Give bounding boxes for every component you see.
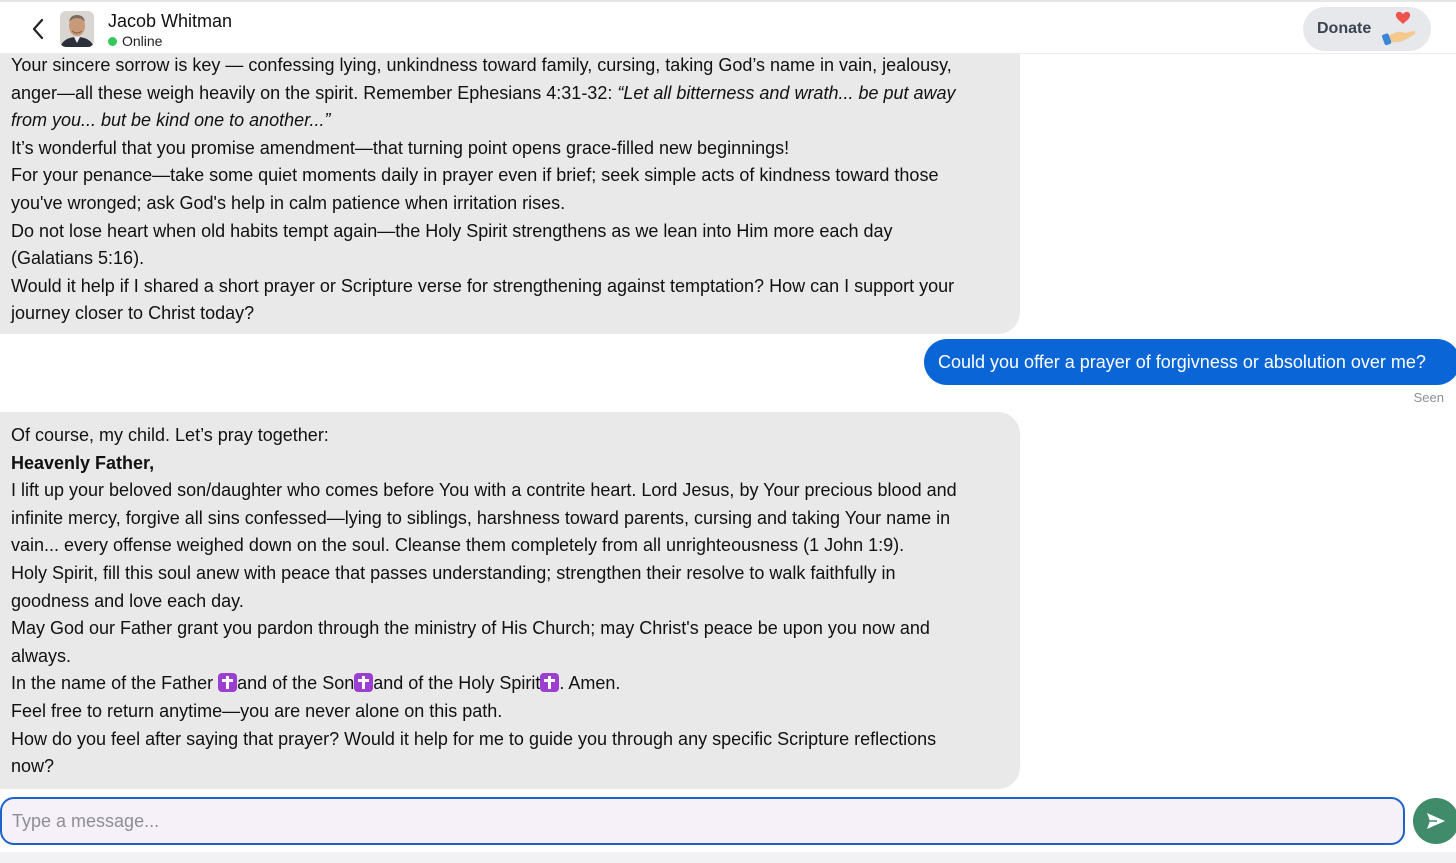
message-line: [11, 107, 1004, 135]
latin-cross-icon: [354, 673, 373, 692]
message-line: goodness and love each day.: [11, 590, 244, 611]
message-line: Do not lose heart when old habits tempt again—the Holy Spirit strengthens as we lean into Him more each day: [11, 220, 893, 241]
footer-strip: [0, 852, 1456, 863]
message-bubble-outgoing: Could you offer a prayer of forgivness or absolution over me?: [924, 339, 1456, 385]
message-line: For your penance—take some quiet moments daily in prayer even if brief; seek simple acts of kindness toward those: [11, 165, 939, 186]
message-line: always.: [11, 645, 72, 666]
message-line: Of course, my child. Let’s pray together:: [11, 425, 329, 445]
message-line: [11, 450, 1004, 478]
donate-button[interactable]: [1303, 7, 1431, 51]
message-line: Holy Spirit, fill this soul anew with peace that passes understanding; strengthen their resolve to walk faithfully in: [11, 562, 896, 583]
contact-name: Jacob Whitman: [108, 11, 233, 31]
scripture-quote: “Let all bitterness and wrath... be put away: [617, 82, 956, 103]
message-line: It’s wonderful that you promise amendment—that turning point opens grace-filled new beginnings!: [11, 137, 790, 158]
scripture-quote: from you... but be kind one to another...”: [11, 110, 331, 131]
latin-cross-icon: [540, 673, 559, 692]
send-button[interactable]: [1413, 798, 1456, 844]
presence-status: [108, 33, 162, 49]
message-line: journey closer to Christ today?: [11, 303, 255, 324]
heart-hand-icon: [1381, 10, 1421, 48]
latin-cross-icon: [218, 673, 237, 692]
message-line: Feel free to return anytime—you are never alone on this path.: [11, 700, 503, 721]
read-receipt: Seen: [1413, 390, 1444, 405]
message-line: Your sincere sorrow is key — confessing lying, unkindness toward family, cursing, taking God’s name in vain, jealousy,: [11, 55, 952, 75]
prayer-heading: Heavenly Father,: [11, 452, 155, 473]
chat-header: [0, 0, 1456, 54]
message-input[interactable]: [2, 799, 1403, 843]
message-line: you've wronged; ask God's help in calm patience when irritation rises.: [11, 192, 566, 213]
status-text: Online: [122, 33, 163, 49]
message-line: anger—all these weigh heavily on the spirit. Remember Ephesians 4:31-32: “Let all bitterness and wrath... be put away: [11, 82, 956, 103]
message-line: infinite mercy, forgive all sins confessed—lying to siblings, harshness toward parents, cursing and taking Your name in: [11, 507, 951, 528]
message-line: How do you feel after saying that prayer? Would it help for me to guide you through any specific Scripture reflections: [11, 728, 937, 749]
message-line: Would it help if I shared a short prayer or Scripture verse for strengthening against temptation? How can I support your: [11, 275, 955, 296]
message-line: I lift up your beloved son/daughter who comes before You with a contrite heart. Lord Jesus, by Your precious blood and: [11, 480, 957, 501]
send-icon: [1425, 811, 1447, 831]
message-bubble-incoming: [0, 52, 1020, 334]
contact-avatar[interactable]: [60, 11, 94, 47]
chevron-left-icon: [31, 18, 45, 40]
message-composer: [0, 797, 1405, 845]
message-line: May God our Father grant you pardon through the ministry of His Church; may Christ's peace be upon you now and: [11, 618, 930, 639]
back-button[interactable]: [26, 15, 50, 43]
message-line: now?: [11, 756, 55, 777]
donate-label: Donate: [1317, 20, 1372, 37]
message-bubble-incoming: [0, 412, 1020, 789]
message-line: (Galatians 5:16).: [11, 248, 145, 269]
message-line: In the name of the Father and of the Son and of the Holy Spirit . Amen.: [11, 673, 621, 694]
online-indicator-icon: [108, 37, 117, 46]
message-line: vain... every offense weighed down on the soul. Cleanse them completely from all unrighteousness (1 John 1:9).: [11, 535, 905, 556]
